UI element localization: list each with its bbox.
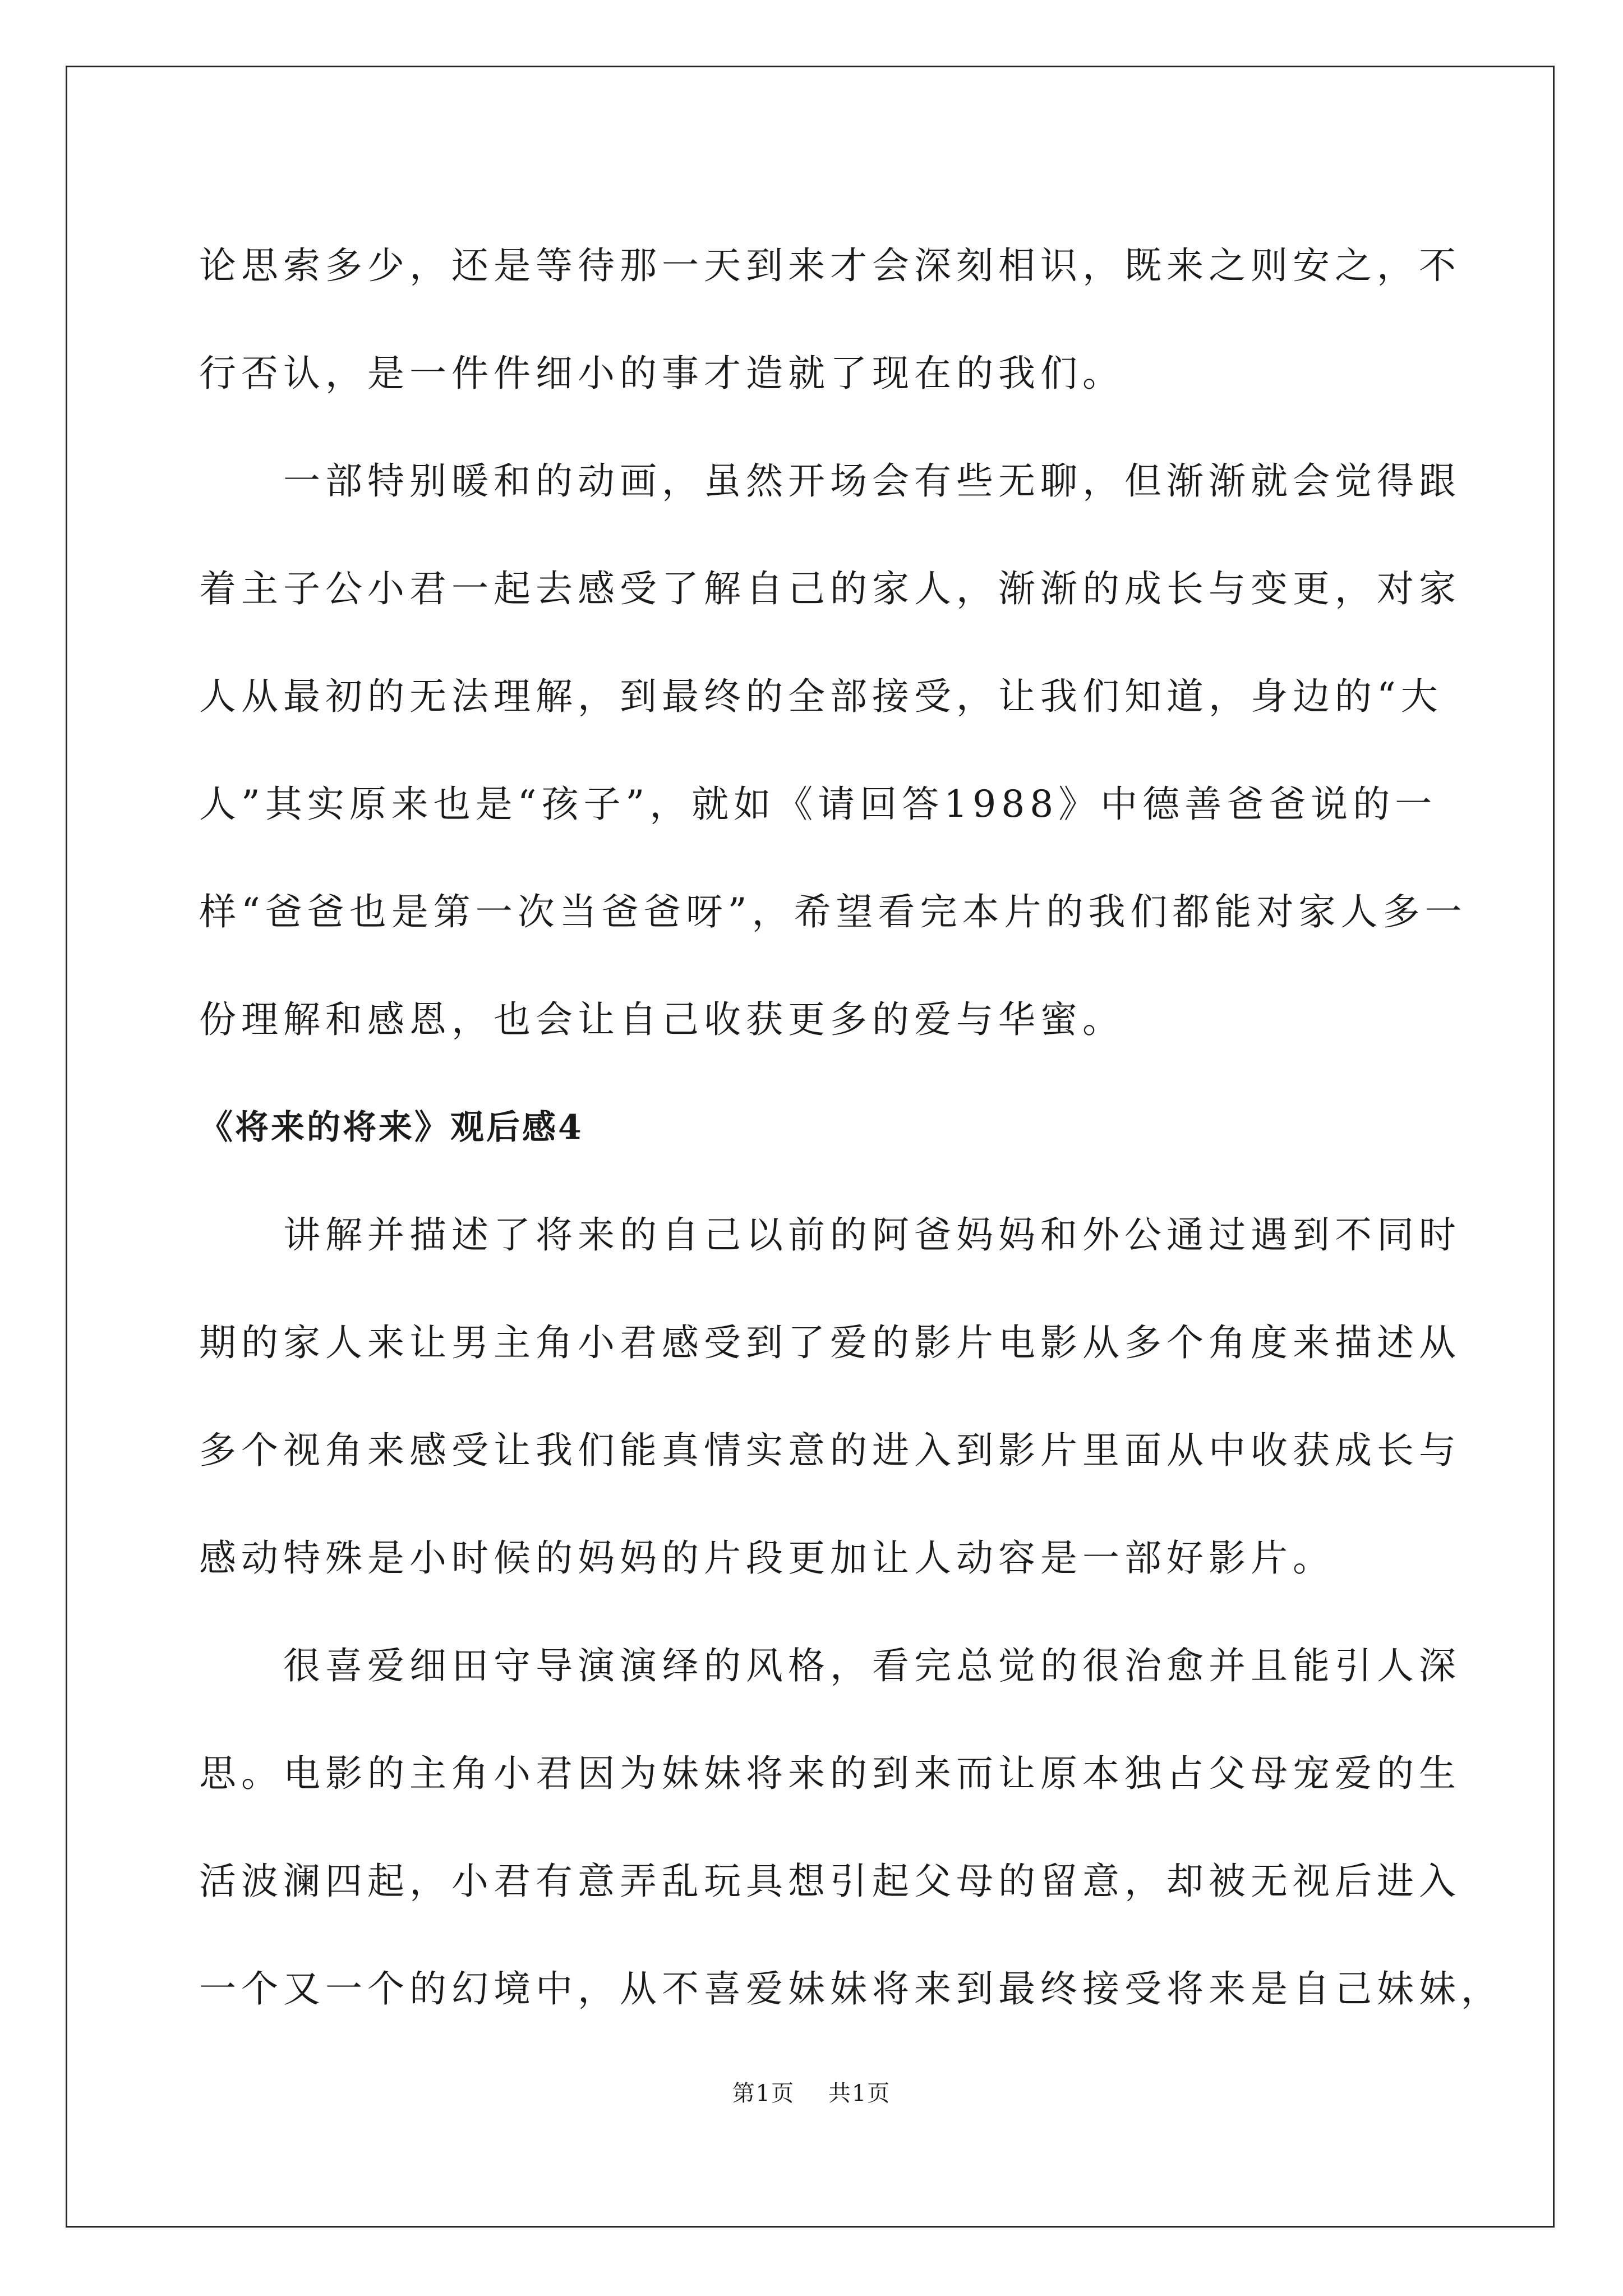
- text-line: 期的家人来让男主角小君感受到了爱的影片电影从多个角度来描述从: [199, 1321, 1461, 1364]
- text-line: 人从最初的无法理解，到最终的全部接受，让我们知道，身边的“大: [199, 675, 1443, 718]
- text-line: 份理解和感恩，也会让自己收获更多的爱与华蜜。: [199, 998, 1124, 1041]
- text-line: 多个视角来感受让我们能真情实意的进入到影片里面从中收获成长与: [199, 1429, 1461, 1472]
- paragraph-review-3: [199, 427, 1467, 1074]
- page-footer: [0, 2076, 1623, 2108]
- paragraph-review-4b: [199, 1612, 1503, 2043]
- paragraph-continued: [199, 212, 1461, 427]
- document-body: [199, 212, 1503, 2043]
- text-line: 一个又一个的幻境中，从不喜爱妹妹将来到最终接受将来是自己妹妹，: [199, 1967, 1503, 2010]
- text-line: 着主子公小君一起去感受了解自己的家人，渐渐的成长与变更，对家: [199, 567, 1461, 610]
- text-line: 论思索多少，还是等待那一天到来才会深刻相识，既来之则安之，不: [199, 244, 1461, 287]
- section-heading: 《将来的将来》观后感4: [199, 1108, 584, 1147]
- text-line: 思。电影的主角小君因为妹妹将来的到来而让原本独占父母宠爱的生: [199, 1752, 1461, 1795]
- page-total: 共1页: [828, 2081, 891, 2106]
- text-line: 讲解并描述了将来的自己以前的阿爸妈妈和外公通过遇到不同时: [283, 1213, 1461, 1257]
- text-line: 样“爸爸也是第一次当爸爸呀”，希望看完本片的我们都能对家人多一: [199, 890, 1467, 933]
- text-line: 活波澜四起，小君有意弄乱玩具想引起父母的留意，却被无视后进入: [199, 1860, 1461, 1903]
- text-line: 人”其实原来也是“孩子”，就如《请回答1988》中德善爸爸说的一: [199, 783, 1437, 826]
- paragraph-review-4a: [199, 1181, 1461, 1612]
- text-line: 行否认，是一件件细小的事才造就了现在的我们。: [199, 352, 1124, 395]
- text-line: 感动特殊是小时候的妈妈的片段更加让人动容是一部好影片。: [199, 1536, 1335, 1580]
- page-number: 第1页: [732, 2081, 795, 2106]
- text-line: 很喜爱细田守导演演绎的风格，看完总觉的很治愈并且能引人深: [283, 1644, 1461, 1687]
- text-line: 一部特别暖和的动画，虽然开场会有些无聊，但渐渐就会觉得跟: [283, 459, 1461, 503]
